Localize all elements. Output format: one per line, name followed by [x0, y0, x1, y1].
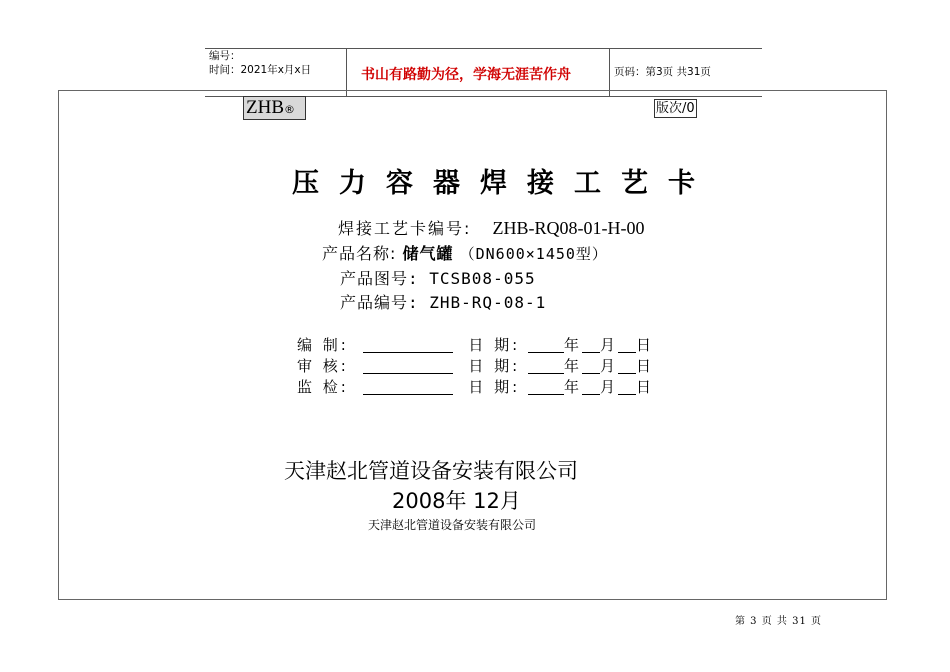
product-name-line — [322, 241, 608, 264]
month-label: 月 — [600, 336, 619, 354]
drawing-number: 产品图号: TCSB08-055 — [340, 269, 536, 288]
date-label: 日 期: — [468, 357, 521, 375]
day-field[interactable] — [618, 338, 636, 353]
product-number: 产品编号: ZHB-RQ-08-1 — [340, 293, 547, 312]
signoff-row — [297, 376, 654, 397]
page-footer: 第 3 页 共 31 页 — [735, 616, 822, 627]
company-logo — [243, 96, 306, 120]
signature-field[interactable] — [363, 359, 453, 374]
product-name-label: 产品名称: — [322, 244, 397, 263]
month-field[interactable] — [582, 359, 600, 374]
day-label: 日 — [636, 336, 655, 354]
company-name-small: 天津赵北管道设备安装有限公司 — [368, 518, 537, 532]
signoff-role: 监 检: — [297, 378, 349, 396]
signoff-role: 审 核: — [297, 357, 349, 375]
product-name-spec: （DN600×1450型） — [459, 245, 608, 263]
company-name: 天津赵北管道设备安装有限公司 — [284, 459, 578, 483]
month-field[interactable] — [582, 380, 600, 395]
doc-number-label: 编号： — [209, 50, 241, 62]
signoff-row — [297, 355, 654, 376]
card-number-value: ZHB-RQ08-01-H-00 — [492, 218, 645, 238]
day-field[interactable] — [618, 380, 636, 395]
year-field[interactable] — [528, 380, 564, 395]
header-top-rule — [205, 48, 762, 49]
logo-text: ZHB — [246, 97, 284, 118]
card-number-label: 焊接工艺卡编号: — [338, 219, 472, 238]
card-title: 压力容器焊接工艺卡 — [292, 168, 715, 199]
day-label: 日 — [636, 378, 655, 396]
month-label: 月 — [600, 357, 619, 375]
signoff-row — [297, 334, 654, 355]
day-label: 日 — [636, 357, 655, 375]
header-divider-left — [346, 48, 347, 96]
page-code: 页码：第3页 共31页 — [614, 66, 711, 78]
year-label: 年 — [564, 357, 583, 375]
year-field[interactable] — [528, 359, 564, 374]
signoff-role: 编 制: — [297, 336, 349, 354]
version-label: 版次/0 — [656, 101, 695, 116]
issue-date: 2008年 12月 — [392, 489, 521, 513]
signature-field[interactable] — [363, 338, 453, 353]
year-field[interactable] — [528, 338, 564, 353]
year-label: 年 — [564, 336, 583, 354]
month-label: 月 — [600, 378, 619, 396]
date-label: 日 期: — [468, 336, 521, 354]
signature-field[interactable] — [363, 380, 453, 395]
date-label: 日 期: — [468, 378, 521, 396]
day-field[interactable] — [618, 359, 636, 374]
year-label: 年 — [564, 378, 583, 396]
header-motto: 书山有路勤为径，学海无涯苦作舟 — [361, 67, 571, 83]
card-number-line — [338, 216, 644, 239]
registered-mark: ® — [284, 103, 295, 116]
product-name-value: 储气罐 — [402, 244, 454, 263]
month-field[interactable] — [582, 338, 600, 353]
header-divider-right — [609, 48, 610, 96]
time-label: 时间：2021年x月x日 — [209, 64, 312, 76]
